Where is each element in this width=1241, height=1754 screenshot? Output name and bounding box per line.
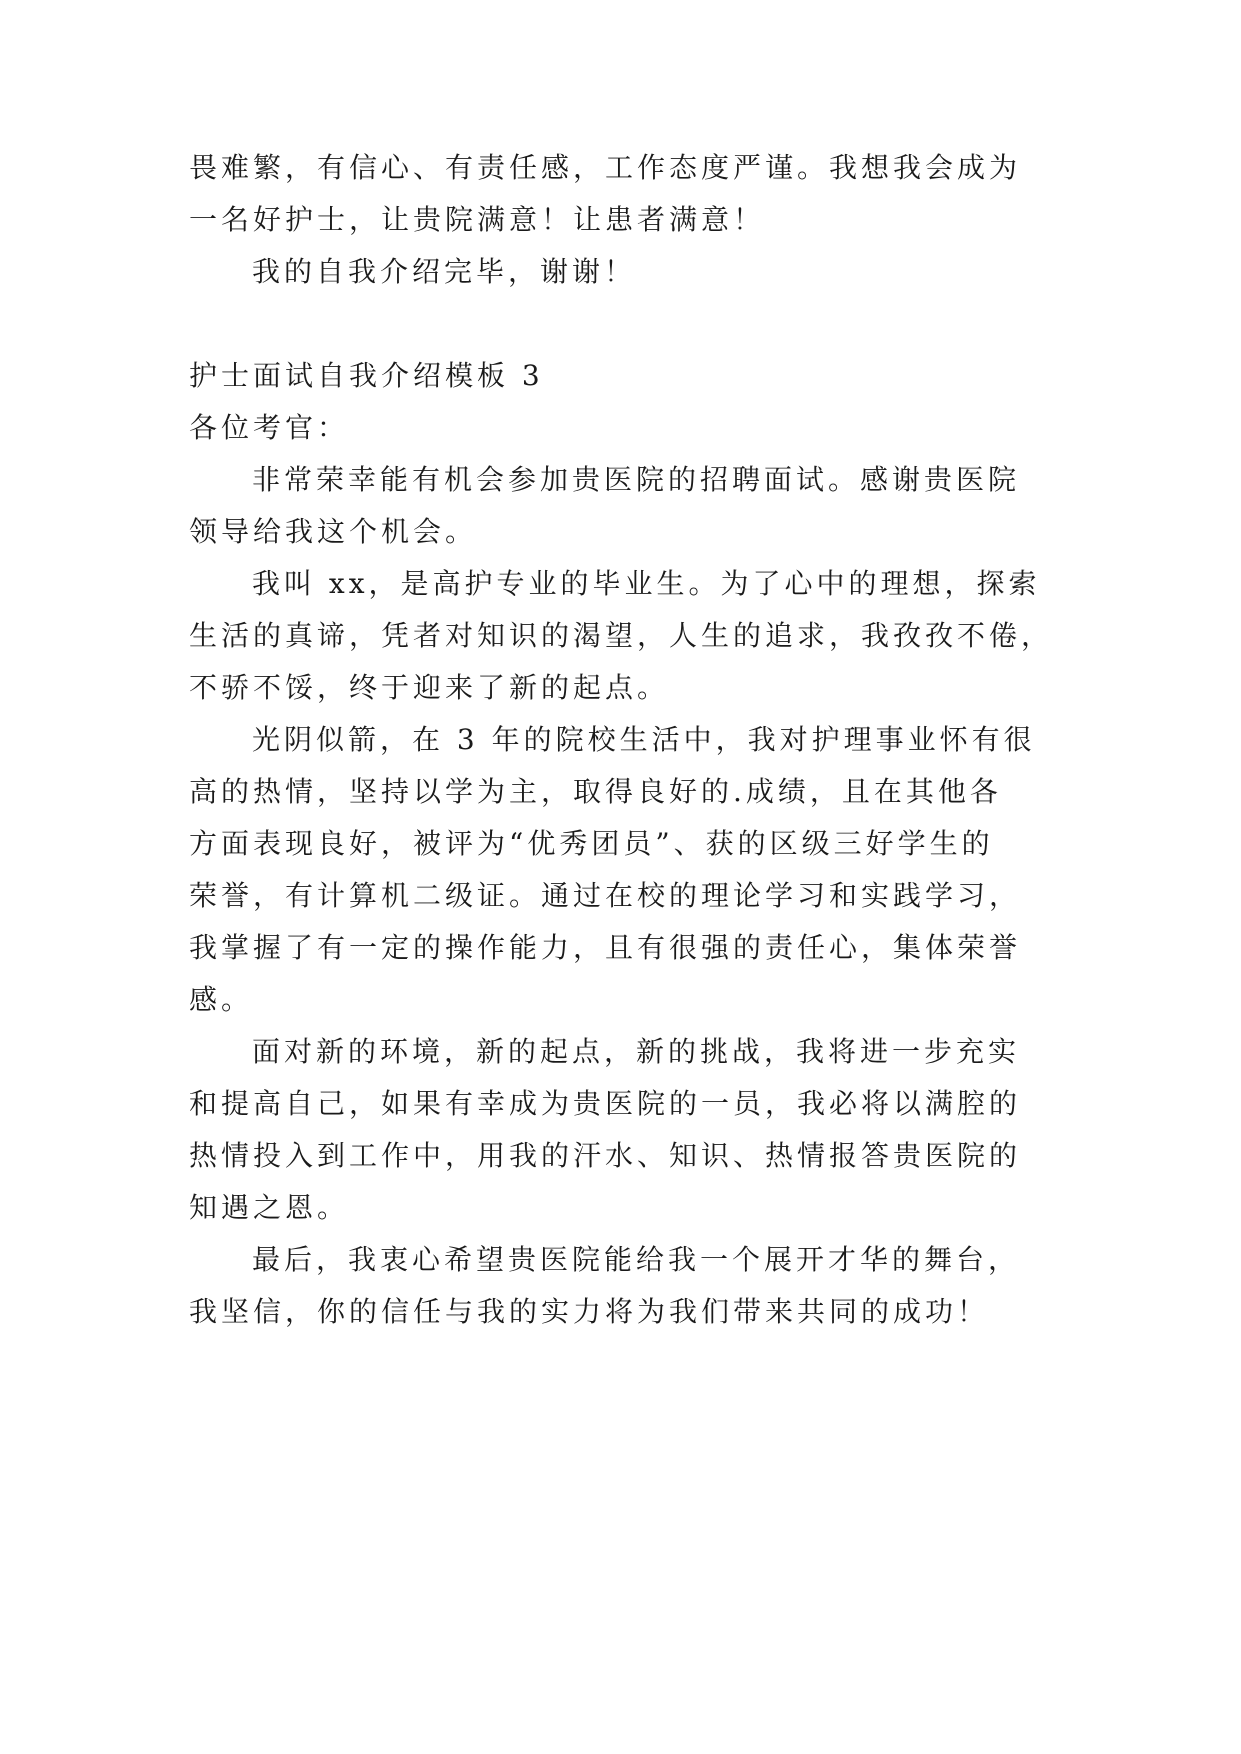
section-title: 护士面试自我介绍模板 3 xyxy=(189,359,544,392)
paragraph-line: 领导给我这个机会。 xyxy=(189,515,478,548)
paragraph-line: 感。 xyxy=(189,983,254,1016)
paragraph-line: 热情投入到工作中，用我的汗水、知识、热情报答贵医院的 xyxy=(189,1139,1022,1172)
paragraph-line: 我掌握了有一定的操作能力，且有很强的责任心，集体荣誉 xyxy=(189,931,1022,964)
paragraph-line: 面对新的环境，新的起点，新的挑战，我将进一步充实 xyxy=(252,1035,1021,1068)
paragraph-line: 我的自我介绍完毕，谢谢！ xyxy=(252,255,637,288)
paragraph-line: 我坚信，你的信任与我的实力将为我们带来共同的成功！ xyxy=(189,1295,990,1328)
paragraph-line: 不骄不馁，终于迎来了新的起点。 xyxy=(189,671,670,704)
paragraph-line: 高的热情，坚持以学为主，取得良好的.成绩，且在其他各 xyxy=(189,775,1002,808)
salutation: 各位考官： xyxy=(189,411,350,444)
paragraph-line: 最后，我衷心希望贵医院能给我一个展开才华的舞台， xyxy=(252,1243,1021,1276)
paragraph-line: 知遇之恩。 xyxy=(189,1191,350,1224)
paragraph-line: 畏难繁，有信心、有责任感，工作态度严谨。我想我会成为 xyxy=(189,151,1022,184)
paragraph-line: 光阴似箭，在 3 年的院校生活中，我对护理事业怀有很 xyxy=(252,723,1036,756)
paragraph-line: 非常荣幸能有机会参加贵医院的招聘面试。感谢贵医院 xyxy=(252,463,1021,496)
paragraph-line: 一名好护士，让贵院满意！让患者满意！ xyxy=(189,203,766,236)
paragraph-line: 和提高自己，如果有幸成为贵医院的一员，我必将以满腔的 xyxy=(189,1087,1022,1120)
paragraph-line: 我叫 xx，是高护专业的毕业生。为了心中的理想，探索 xyxy=(252,567,1041,600)
paragraph-line: 生活的真谛，凭者对知识的渴望，人生的追求，我孜孜不倦， xyxy=(189,619,1054,652)
paragraph-line: 荣誉，有计算机二级证。通过在校的理论学习和实践学习， xyxy=(189,879,1022,912)
paragraph-line: 方面表现良好，被评为“优秀团员”、获的区级三好学生的 xyxy=(189,827,994,860)
